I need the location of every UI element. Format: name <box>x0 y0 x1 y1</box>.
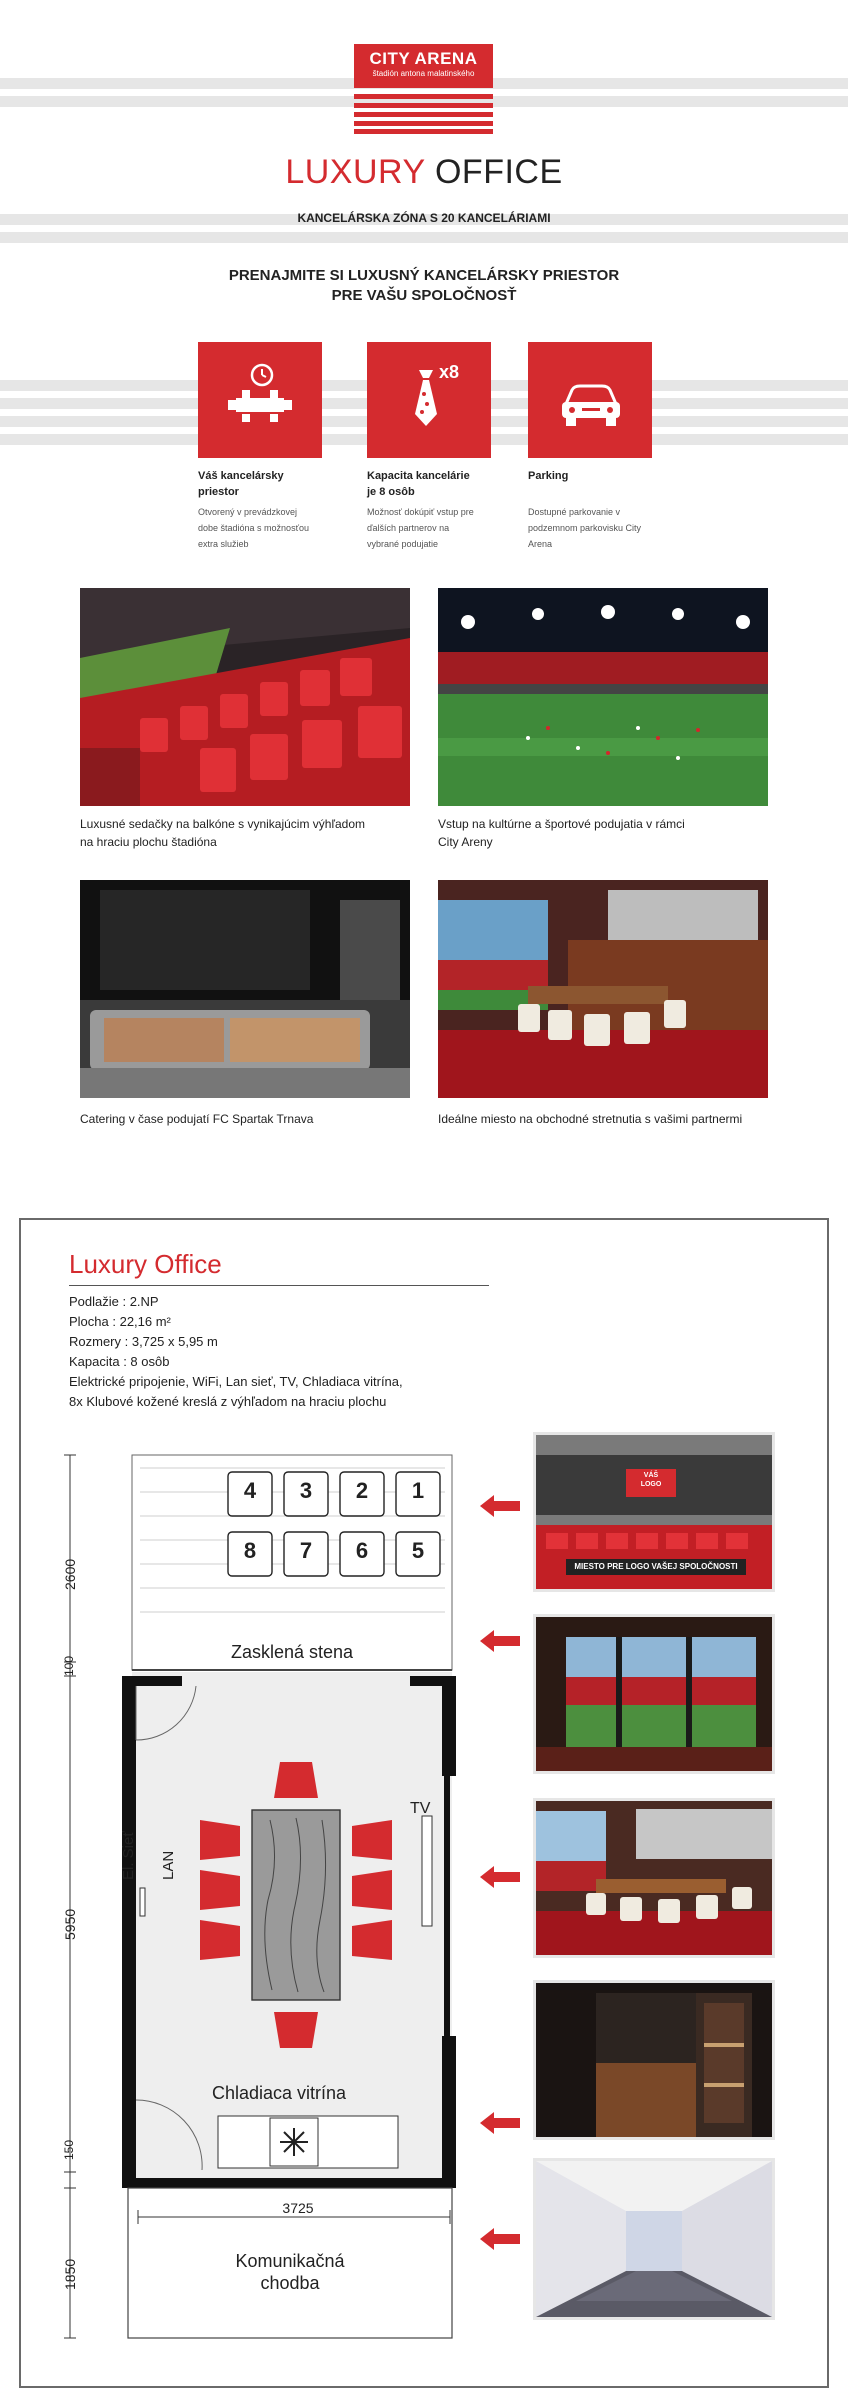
car-icon <box>528 342 652 458</box>
spec-capacity: Kapacita : 8 osôb <box>69 1354 170 1369</box>
corridor-line: Komunikačná <box>235 2251 345 2271</box>
corridor-photo <box>533 2158 775 2320</box>
caption-line: Ideálne miesto na obchodné stretnutia s vašimi partnermi <box>438 1112 743 1126</box>
dim-150: 150 <box>62 2139 76 2160</box>
feature-desc: extra služieb <box>198 539 249 549</box>
feature-parking <box>528 468 648 552</box>
logo-stripe <box>354 121 493 126</box>
logo-placeholder-banner: MIESTO PRE LOGO VAŠEJ SPOLOČNOSTI <box>574 1562 738 1571</box>
feature-title: Kapacita kancelárie <box>367 470 470 482</box>
red-arrow-icon <box>480 1630 520 1652</box>
seat-number: 3 <box>299 1478 313 1503</box>
balcony-seats-photo <box>533 1432 775 1592</box>
seat-number: 7 <box>299 1538 313 1563</box>
promo-banner <box>0 266 848 306</box>
dim-100: 100 <box>62 1655 76 1676</box>
logo-stripe <box>354 94 493 99</box>
header-stripe <box>0 232 848 243</box>
seat-number: 2 <box>355 1478 369 1503</box>
seat-number: 1 <box>411 1478 425 1503</box>
feature-desc: Možnosť dokúpiť vstup pre <box>367 507 474 517</box>
feature-capacity <box>367 468 487 552</box>
spec-area: Plocha : 22,16 m² <box>69 1314 171 1329</box>
caption-line: Catering v čase podujatí FC Spartak Trnava <box>80 1112 314 1126</box>
banner-line-2: PRE VAŠU SPOLOČNOSŤ <box>331 287 517 304</box>
page-subtitle: KANCELÁRSKA ZÓNA S 20 KANCELÁRIAMI <box>297 211 551 225</box>
feature-desc: Arena <box>528 539 553 549</box>
seat-number: 8 <box>243 1538 257 1563</box>
seat-number: 5 <box>411 1538 425 1563</box>
spec-seats: 8x Klubové kožené kreslá z výhľadom na hraciu plochu <box>69 1394 387 1409</box>
city-arena-logo <box>354 44 493 134</box>
feature-title: Váš kancelársky <box>198 470 284 482</box>
night-match-photo <box>438 588 768 806</box>
feature-title: Parking <box>528 470 569 482</box>
corridor-line: chodba <box>260 2273 320 2293</box>
feature-title: je 8 osôb <box>367 486 415 498</box>
feature-office <box>198 468 318 552</box>
logo-stripe <box>354 112 493 117</box>
caption-line: Luxusné sedačky na balkóne s vynikajúcim výhľadom <box>80 817 365 831</box>
caption-events <box>438 815 768 851</box>
caption-seats <box>80 815 410 851</box>
feature-desc: ďalších partnerov na <box>367 523 450 533</box>
office-interior-photo <box>533 1798 775 1958</box>
office-desk-clock-icon <box>198 342 322 458</box>
fridge-cabinet-photo <box>533 1980 775 2140</box>
banner-line-1: PRENAJMITE SI LUXUSNÝ KANCELÁRSKY PRIESTOR <box>228 267 620 284</box>
spec-floor: Podlažie : 2.NP <box>69 1294 159 1309</box>
caption-line: City Areny <box>438 835 493 849</box>
tv-label: TV <box>410 1800 431 1817</box>
logo-title: CITY ARENA <box>369 49 478 68</box>
title-red-word: LUXURY <box>285 153 426 191</box>
power-label: El. Sieť <box>120 1831 137 1880</box>
caption-line: na hraciu plochu štadióna <box>80 835 217 849</box>
seat-number: 6 <box>355 1538 369 1563</box>
caption-line: Vstup na kultúrne a športové podujatia v rámci <box>438 817 685 831</box>
feature-desc: Otvorený v prevádzkovej <box>198 507 298 517</box>
plan-title-rule <box>69 1285 489 1286</box>
spec-amenities: Elektrické pripojenie, WiFi, Lan sieť, TV, Chladiaca vitrína, <box>69 1374 403 1389</box>
catering-photo <box>80 880 410 1098</box>
logo-sign-line: LOGO <box>640 1481 662 1488</box>
caption-meeting <box>438 1110 768 1128</box>
red-arrow-icon <box>480 2112 520 2134</box>
red-arrow-icon <box>480 2228 520 2250</box>
dim-2600: 2600 <box>62 1558 78 1590</box>
feature-title: priestor <box>198 486 239 498</box>
meeting-room-photo <box>438 880 768 1098</box>
tie-times-eight-icon <box>367 342 491 458</box>
dim-1850: 1850 <box>62 2258 78 2290</box>
feature-desc: dobe štadióna s možnosťou <box>198 523 309 533</box>
glass-wall-label: Zasklená stena <box>230 1642 354 1662</box>
corridor-label <box>128 2250 452 2294</box>
logo-sign-line: VÁŠ <box>643 1472 659 1479</box>
feature-desc: vybrané podujatie <box>367 539 439 549</box>
seat-number: 4 <box>243 1478 257 1503</box>
caption-catering <box>80 1110 410 1128</box>
plan-title: Luxury Office <box>69 1249 222 1279</box>
lan-label: LAN <box>160 1850 177 1880</box>
logo-placeholder-sign <box>626 1471 676 1489</box>
fridge-label: Chladiaca vitrína <box>212 2083 347 2103</box>
logo-stripe <box>354 103 493 108</box>
glass-wall-photo <box>533 1614 775 1774</box>
capacity-multiplier: x8 <box>439 362 460 382</box>
spec-dimensions: Rozmery : 3,725 x 5,95 m <box>69 1334 218 1349</box>
floor-plan-drawing <box>40 1440 500 2360</box>
feature-desc: Dostupné parkovanie v <box>528 507 621 517</box>
page-title <box>0 152 848 192</box>
logo-stripe <box>354 129 493 134</box>
dim-5950: 5950 <box>62 1908 78 1940</box>
title-black-word: OFFICE <box>434 153 563 191</box>
red-arrow-icon <box>480 1866 520 1888</box>
stadium-seats-photo <box>80 588 410 806</box>
dim-width: 3725 <box>282 2200 314 2216</box>
feature-desc: podzemnom parkovisku City <box>528 523 642 533</box>
logo-subtitle: štadión antona malatinského <box>372 69 475 78</box>
red-arrow-icon <box>480 1495 520 1517</box>
